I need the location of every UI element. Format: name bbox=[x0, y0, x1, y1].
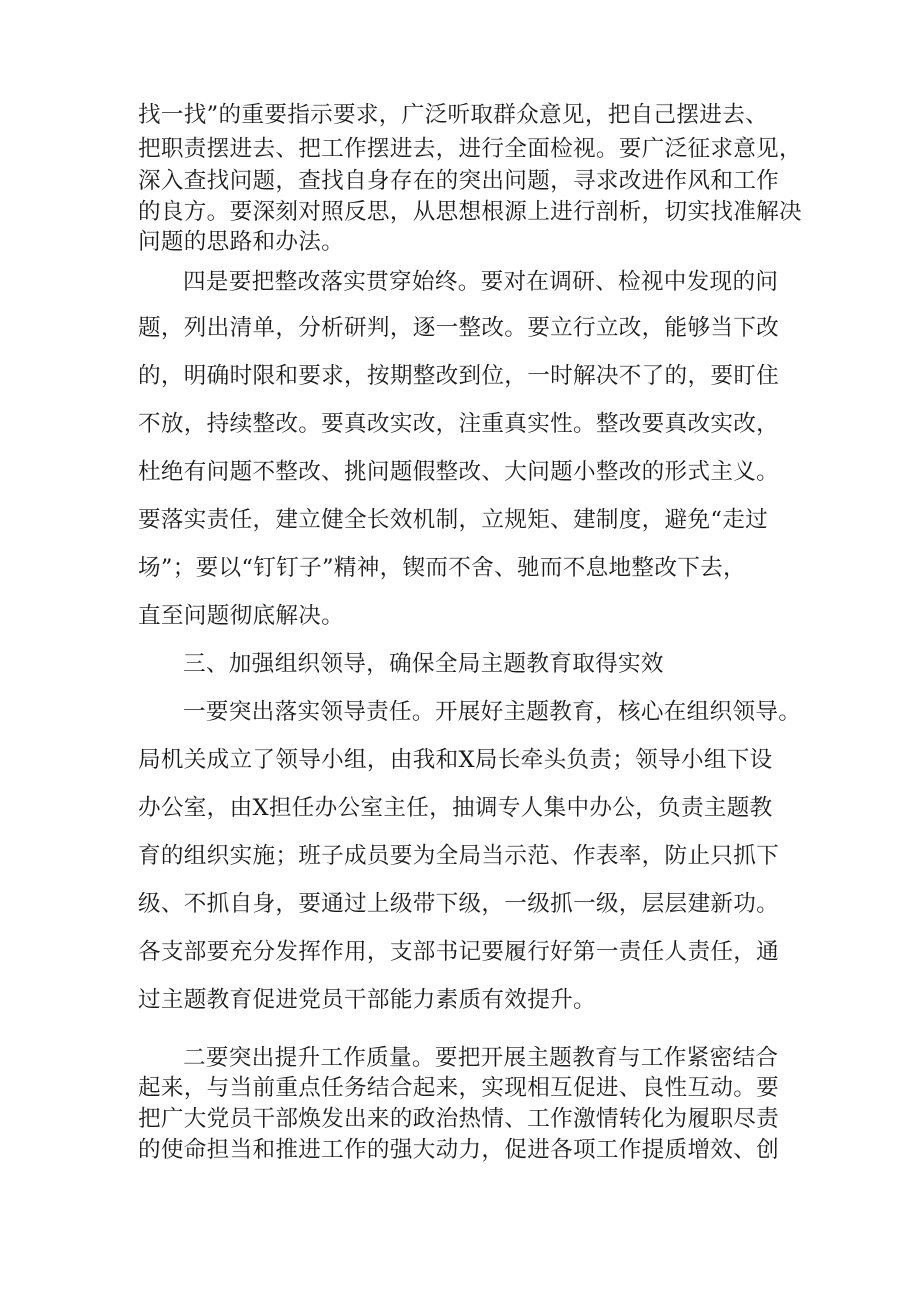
text-line: 深入查找问题，查找自身存在的突出问题，寻求改进作风和工作 bbox=[138, 168, 780, 194]
text-line: 找一找”的重要指示要求，广泛听取群众意见，把自己摆进去、 bbox=[138, 102, 768, 128]
text-line: 问题的思路和办法。 bbox=[138, 229, 345, 255]
text-line: 级、不抓自身，要通过上级带下级，一级抓一级，层层建新功。 bbox=[138, 891, 780, 917]
text-line: 场”；要以“钉钉子”精神，锲而不舍、驰而不息地整改下去， bbox=[138, 555, 746, 581]
text-line: 直至问题彻底解决。 bbox=[138, 603, 345, 629]
text-line: 过主题教育促进党员干部能力素质有效提升。 bbox=[138, 987, 596, 1013]
text-line: 杜绝有问题不整改、挑问题假整改、大问题小整改的形式主义。 bbox=[138, 459, 780, 485]
paragraph-start-line: 四是要把整改落实贯穿始终。要对在调研、检视中发现的问 bbox=[183, 269, 779, 295]
text-line: 不放，持续整改。要真改实改，注重真实性。整改要真改实改， bbox=[138, 411, 780, 437]
text-line: 要落实责任，建立健全长效机制，立规矩、建制度，避免“走过 bbox=[138, 507, 768, 533]
paragraph-start-line: 一要突出落实领导责任。开展好主题教育，核心在组织领导。 bbox=[183, 699, 802, 725]
text-line: 育的组织实施；班子成员要为全局当示范、作表率，防止只抓下 bbox=[138, 843, 780, 869]
text-line: 把职责摆进去、把工作摆进去，进行全面检视。要广泛征求意见， bbox=[138, 136, 802, 162]
text-line: 起来，与当前重点任务结合起来，实现相互促进、良性互动。要 bbox=[138, 1075, 780, 1101]
section-heading: 三、加强组织领导，确保全局主题教育取得实效 bbox=[183, 651, 664, 677]
text-line: 各支部要充分发挥作用，支部书记要履行好第一责任人责任，通 bbox=[138, 939, 780, 965]
text-line: 题，列出清单，分析研判，逐一整改。要立行立改，能够当下改 bbox=[138, 315, 780, 341]
paragraph-start-line: 二要突出提升工作质量。要把开展主题教育与工作紧密结合 bbox=[183, 1045, 779, 1071]
text-line: 办公室，由X担任办公室主任，抽调专人集中办公，负责主题教 bbox=[138, 795, 773, 821]
text-line: 的使命担当和推进工作的强大动力，促进各项工作提质增效、创 bbox=[138, 1137, 780, 1163]
text-line: 的良方。要深刻对照反思，从思想根源上进行剖析，切实找准解决 bbox=[138, 199, 802, 225]
text-line: 的，明确时限和要求，按期整改到位，一时解决不了的，要盯住 bbox=[138, 363, 780, 389]
text-line: 把广大党员干部焕发出来的政治热情、工作激情转化为履职尽责 bbox=[138, 1106, 780, 1132]
text-line: 局机关成立了领导小组，由我和X局长牵头负责；领导小组下设 bbox=[138, 747, 773, 773]
